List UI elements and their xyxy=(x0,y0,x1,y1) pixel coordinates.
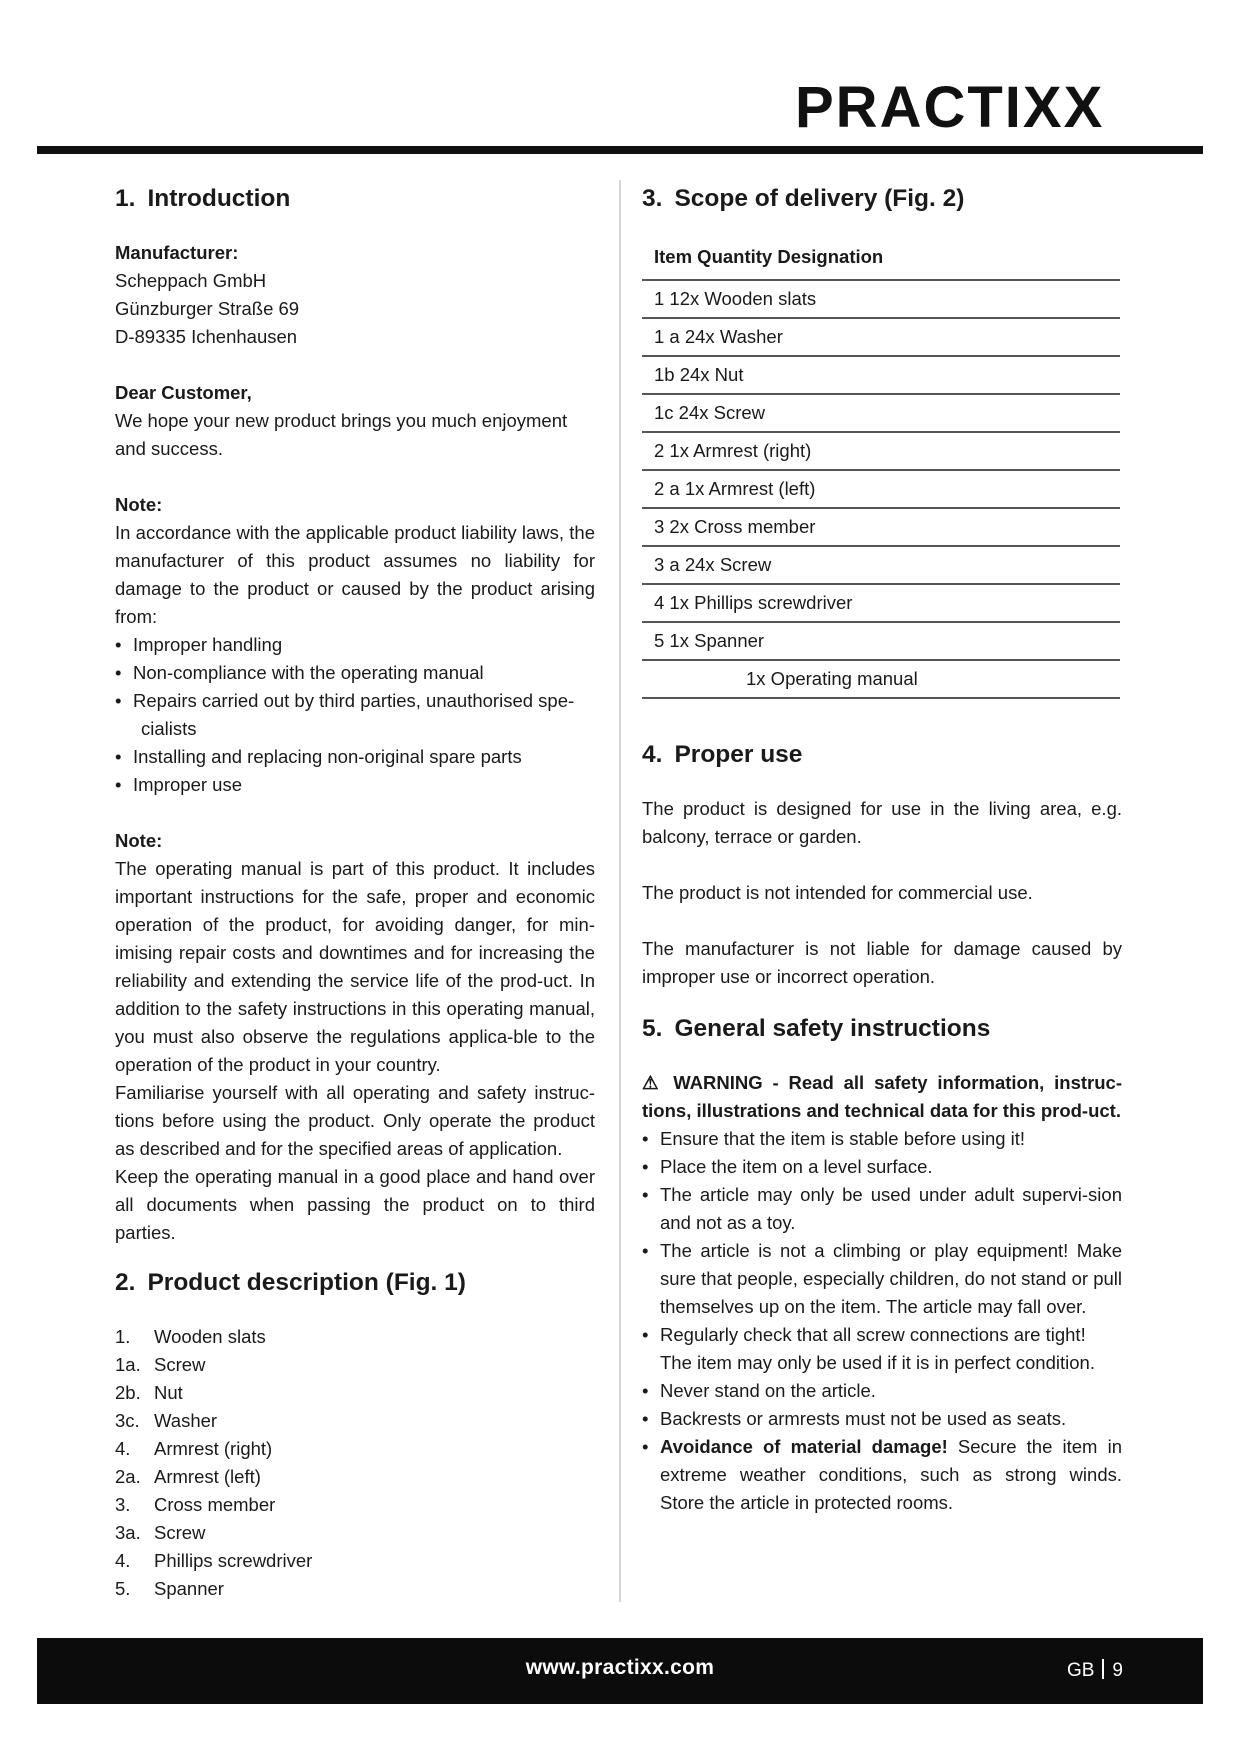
dear-customer-label: Dear Customer, xyxy=(115,382,252,403)
manufacturer-line: Scheppach GmbH xyxy=(115,270,267,291)
manufacturer-line: Günzburger Straße 69 xyxy=(115,298,300,319)
practixx-logo xyxy=(795,70,1160,150)
list-item: 1. Wooden slats xyxy=(115,1326,266,1347)
logo-text: PRACTIXX xyxy=(795,75,1105,140)
table-header: Item Quantity Designation xyxy=(642,235,1120,280)
note-text: Familiarise yourself with all operating and safety instruc-tions before using the product. Only operate the product as described and for the specified areas of application. xyxy=(115,1082,595,1159)
list-item: • The article may only be used under adult supervi-sion and not as a toy. xyxy=(642,1181,1122,1237)
manufacturer-label: Manufacturer: xyxy=(115,242,239,263)
list-item: 2b. Nut xyxy=(115,1382,183,1403)
list-item: 5. Spanner xyxy=(115,1578,224,1599)
list-item: • Ensure that the item is stable before using it! xyxy=(642,1125,1122,1153)
list-item: 1a. Screw xyxy=(115,1354,206,1375)
scope-table xyxy=(642,235,1120,699)
table-row: 1 12x Wooden slats xyxy=(642,280,1120,318)
table-row: 1b 24x Nut xyxy=(642,356,1120,394)
page-indicator: GB 9 xyxy=(1066,1660,1123,1681)
list-item: • Never stand on the article. xyxy=(642,1377,1122,1405)
liability-list xyxy=(115,631,595,799)
list-item: • The article is not a climbing or play equipment! Make sure that people, especially children, do not stand or pull themselves up on the item. The article may fall over. xyxy=(642,1237,1122,1321)
list-item: 4. Phillips screwdriver xyxy=(115,1550,313,1571)
list-item: 2a. Armrest (left) xyxy=(115,1466,261,1487)
table-row: 1 a 24x Washer xyxy=(642,318,1120,356)
header-rule xyxy=(37,146,1203,154)
list-item: 3a. Screw xyxy=(115,1522,206,1543)
footer-bar xyxy=(37,1638,1203,1704)
list-item: • Place the item on a level surface. xyxy=(642,1153,1122,1181)
dear-customer-text: We hope your new product brings you much enjoyment and success. xyxy=(115,410,568,459)
section-heading-scope-of-delivery: 3. Scope of delivery (Fig. 2) xyxy=(642,185,965,212)
list-item: • Repairs carried out by third parties, unauthorised spe- cialists xyxy=(115,687,595,743)
list-item: • Non-compliance with the operating manual xyxy=(115,659,595,687)
table-row: 3 2x Cross member xyxy=(642,508,1120,546)
column-divider xyxy=(619,180,621,1602)
section-heading-introduction: 1. Introduction xyxy=(115,185,291,212)
list-item: • Backrests or armrests must not be used as seats. xyxy=(642,1405,1122,1433)
paragraph: The manufacturer is not liable for damage caused by improper use or incorrect operation. xyxy=(642,938,1122,987)
table-row: 1x Operating manual xyxy=(642,660,1120,698)
list-item: • Improper use xyxy=(115,771,595,799)
list-item: 3c. Washer xyxy=(115,1410,218,1431)
section-heading-product-description: 2. Product description (Fig. 1) xyxy=(115,1269,466,1296)
note-text: Keep the operating manual in a good place and hand over all documents when passing the product on to third parties. xyxy=(115,1166,595,1243)
safety-list xyxy=(642,1125,1122,1517)
note-text: In accordance with the applicable product liability laws, the manufacturer of this product assumes no liability for damage to the product or caused by the product arising from: xyxy=(115,522,595,627)
table-row: 5 1x Spanner xyxy=(642,622,1120,660)
note-label: Note: xyxy=(115,830,163,851)
list-item: 3. Cross member xyxy=(115,1494,276,1515)
list-item: • Installing and replacing non-original spare parts xyxy=(115,743,595,771)
manufacturer-line: D-89335 Ichenhausen xyxy=(115,326,298,347)
product-parts-list xyxy=(115,1323,595,1603)
left-column xyxy=(115,183,595,1603)
paragraph: The product is designed for use in the living area, e.g. balcony, terrace or garden. xyxy=(642,798,1122,847)
warning-text: ⚠ WARNING - Read all safety information, instruc-tions, illustrations and technical data for this prod-uct. xyxy=(642,1072,1123,1121)
list-item: 4. Armrest (right) xyxy=(115,1438,273,1459)
table-row: 2 a 1x Armrest (left) xyxy=(642,470,1120,508)
list-item: • Regularly check that all screw connections are tight! The item may only be used if it is in perfect condition. xyxy=(642,1321,1122,1377)
table-row: 4 1x Phillips screwdriver xyxy=(642,584,1120,622)
note-label: Note: xyxy=(115,494,163,515)
table-row: 2 1x Armrest (right) xyxy=(642,432,1120,470)
right-column xyxy=(642,183,1122,1517)
section-heading-general-safety: 5. General safety instructions xyxy=(642,1015,991,1042)
list-item: • Avoidance of material damage! Secure the item in extreme weather conditions, such as strong winds. Store the article in protected rooms. xyxy=(642,1433,1122,1517)
list-item: • Improper handling xyxy=(115,631,595,659)
warning-icon: ⚠ xyxy=(642,1072,664,1093)
section-heading-proper-use: 4. Proper use xyxy=(642,741,803,768)
table-row: 1c 24x Screw xyxy=(642,394,1120,432)
paragraph: The product is not intended for commercial use. xyxy=(642,882,1033,903)
website-link[interactable]: www.practixx.com xyxy=(525,1656,715,1679)
note-text: The operating manual is part of this product. It includes important instructions for the safe, proper and economic operation of the product, for avoiding danger, for min-imising repair costs and downtimes and for increasing the reliability and extending the service life of the prod-uct. In addition to the safety instructions in this operating manual, you must also observe the regulations applica-ble to the operation of the product in your country. xyxy=(115,858,595,1075)
table-row: 3 a 24x Screw xyxy=(642,546,1120,584)
